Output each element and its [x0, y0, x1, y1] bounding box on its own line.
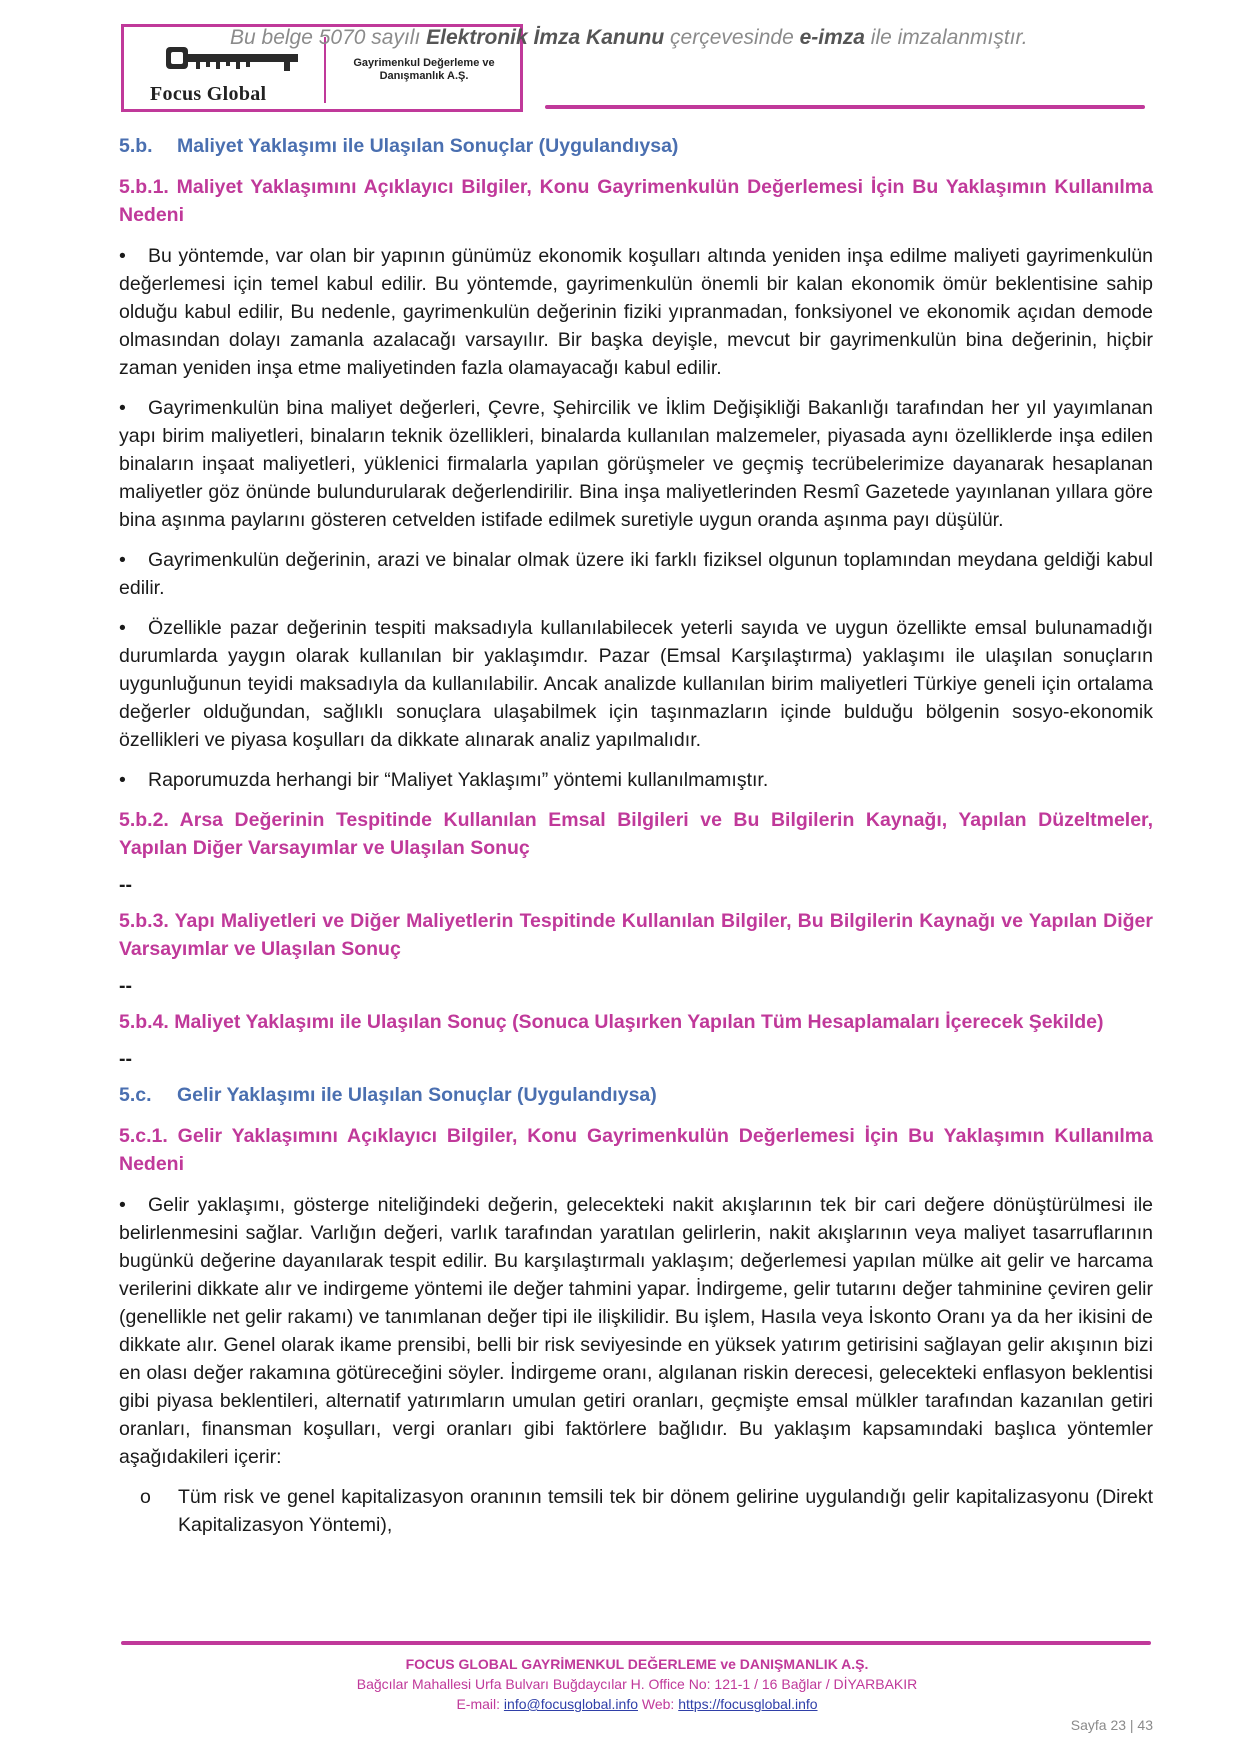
section-5b4-heading: 5.b.4. Maliyet Yaklaşımı ile Ulaşılan Sonuç (Sonuca Ulaşırken Yapılan Tüm Hesaplamaları İçerecek Şekilde)	[119, 1011, 1104, 1033]
section-5b2-body: --	[119, 874, 132, 896]
bullet-icon: •	[119, 1194, 126, 1216]
web-label: Web:	[641, 1696, 675, 1712]
footer-address: Bağcılar Mahallesi Urfa Bulvarı Buğdaycılar H. Office No: 121-1 / 16 Bağlar / DİYARBAKIR	[356, 1676, 918, 1692]
paragraph	[119, 242, 1153, 382]
paragraph	[119, 1191, 1153, 1471]
section-5b3-heading: 5.b.3. Yapı Maliyetleri ve Diğer Maliyetlerin Tespitinde Kullanılan Bilgiler, Bu Bilgilerin Kaynağı ve Yapılan Diğer Varsayımlar ve Ulaşılan Sonuç	[119, 910, 1153, 960]
esign-part1: Bu belge 5070 sayılı	[230, 26, 427, 49]
paragraph-text: Gayrimenkulün bina maliyet değerleri, Çevre, Şehircilik ve İklim Değişikliği Bakanlığı tarafından her yıl yayımlanan yapı birim maliyetleri, binaların teknik özellikleri, binalarda kullanılan malzemeler, piyasada aynı özelliklerde inşa edilen binaların inşaat maliyetleri, yüklenici firmalarla yapılan görüşmeler ve geçmiş tecrübelerimize dayanarak hesaplanan maliyetler göz önünde bulundurularak değerlendirilir. Bina inşa maliyetlerinden Resmî Gazetede yayınlanan yıllara göre bina aşınma paylarını gösteren cetvelden istifade edilmek suretiyle uygun oranda aşınma payı düşülür.	[119, 397, 1153, 531]
paragraph-text: Gayrimenkulün değerinin, arazi ve binalar olmak üzere iki farklı fiziksel olgunun toplamından meydana geldiği kabul edilir.	[119, 549, 1153, 599]
logo-subtitle: Gayrimenkul Değerleme ve Danışmanlık A.Ş.	[353, 57, 495, 82]
section-5c-number: 5.c.	[119, 1084, 152, 1106]
section-5c1-heading: 5.c.1. Gelir Yaklaşımını Açıklayıcı Bilgiler, Konu Gayrimenkulün Değerlemesi İçin Bu Yaklaşımın Kullanılma Nedeni	[119, 1125, 1153, 1175]
bullet-icon: •	[119, 549, 126, 571]
list-item-text: Tüm risk ve genel kapitalizasyon oranının temsili tek bir dönem gelirine uygulandığı gelir kapitalizasyonu (Direkt Kapitalizasyon Yöntemi),	[178, 1486, 1153, 1536]
header-rule	[545, 105, 1145, 109]
section-5b3-body: --	[119, 975, 132, 997]
bullet-icon: •	[119, 245, 126, 267]
section-5b-heading	[119, 132, 1153, 160]
bullet-icon: •	[119, 397, 126, 419]
bullet-icon: •	[119, 769, 126, 791]
paragraph	[119, 614, 1153, 754]
logo-mark	[136, 43, 326, 103]
paragraph-text: Raporumuzda herhangi bir “Maliyet Yaklaşımı” yöntemi kullanılmamıştır.	[148, 769, 769, 791]
footer	[120, 1654, 1154, 1714]
section-5b4-body: --	[119, 1048, 132, 1070]
bullet-icon: •	[119, 617, 126, 639]
section-5b2-heading: 5.b.2. Arsa Değerinin Tespitinde Kullanılan Emsal Bilgileri ve Bu Bilgilerin Kaynağı, Yapılan Düzeltmeler, Yapılan Diğer Varsayımlar ve Ulaşılan Sonuç	[119, 809, 1153, 859]
esign-law-name: Elektronik İmza Kanunu	[426, 26, 665, 49]
paragraph-text: Bu yöntemde, var olan bir yapının günümüz ekonomik koşulları altında yeniden inşa edilme maliyeti gayrimenkulün değerlemesi için temel kabul edilir. Bu yöntemde, gayrimenkulün önemli bir kalan ekonomik ömür beklentisine sahip olduğu kabul edilir, Bu nedenle, gayrimenkulün değerinin fiziki yıpranmadan, fonksiyonel ve ekonomik açıdan demode olmasından dolayı zamanla azalacağı varsayılır. Bir başka deyişle, mevcut bir gayrimenkulün bina değerinin, hiçbir zaman yeniden inşa etme maliyetinden fazla olamayacağı kabul edilir.	[119, 245, 1153, 379]
paragraph	[119, 766, 1153, 794]
section-5b1-heading: 5.b.1. Maliyet Yaklaşımını Açıklayıcı Bilgiler, Konu Gayrimenkulün Değerlemesi İçin Bu Yaklaşımın Kullanılma Nedeni	[119, 176, 1153, 226]
paragraph-text: Gelir yaklaşımı, gösterge niteliğindeki değerin, gelecekteki nakit akışlarının tek bir cari değere dönüştürülmesi ile belirlenmesini sağlar. Varlığın değeri, varlık tarafından yaratılan gelirlerin, nakit akışlarının veya maliyet tasarruflarının bugünkü değerine dayanılarak tespit edilir. Bu karşılaştırmalı yaklaşım; değerlemesi yapılan mülke ait gelir ve harcama verilerini dikkate alır ve indirgeme yöntemi ile değer tahmini yapar. İndirgeme, gelir tutarını değer tahminine çeviren gelir (genellikle net gelir rakamı) ve tanımlanan değer tipi ile ilişkilidir. Bu işlem, Hasıla veya İskonto Oranı ya da her ikisini de dikkate alır. Genel olarak ikame prensibi, belli bir risk seviyesinde en yüksek yatırım getirisini sağlayan gelir akışının bizi en olası değer rakamına götüreceğini söyler. İndirgeme oranı, algılanan riskin derecesi, gelecekteki enflasyon beklentisi gibi piyasa beklentileri, alternatif yatırımların umulan getiri oranları, geçmişte emsal mülkler tarafından kazanılan getiri oranları, finansman koşulları, vergi oranları gibi faktörlere bağlıdır. Bu yaklaşım kapsamındaki başlıca yöntemler aşağıdakileri içerir:	[119, 1194, 1153, 1468]
footer-rule	[121, 1641, 1151, 1645]
footer-contact	[120, 1694, 1154, 1714]
esign-part5: ile imzalanmıştır.	[864, 26, 1028, 49]
circle-bullet-icon: o	[140, 1486, 151, 1508]
email-label: E-mail:	[456, 1696, 501, 1712]
web-link[interactable]: https://focusglobal.info	[678, 1696, 818, 1712]
main-content	[119, 132, 1153, 1549]
email-link[interactable]: info@focusglobal.info	[503, 1696, 638, 1712]
section-5b-title: Maliyet Yaklaşımı ile Ulaşılan Sonuçlar (Uygulandıysa)	[177, 135, 679, 157]
page-number: Sayfa 23 | 43	[1070, 1717, 1153, 1733]
footer-company: FOCUS GLOBAL GAYRİMENKUL DEĞERLEME ve DANIŞMANLIK A.Ş.	[405, 1656, 869, 1672]
section-5b-number: 5.b.	[119, 135, 153, 157]
section-5c-heading	[119, 1081, 1153, 1109]
paragraph	[119, 394, 1153, 534]
paragraph	[119, 546, 1153, 602]
esign-part3: çerçevesinde	[664, 26, 800, 49]
paragraph-text: Özellikle pazar değerinin tespiti maksadıyla kullanılabilecek yeterli sayıda ve uygun özellikte emsal bulunamadığı durumlarda yaygın olarak kullanılan bir yaklaşımdır. Pazar (Emsal Karşılaştırma) yaklaşımı ile ulaşılan sonuçların uygunluğunun teyidi maksadıyla da kullanılabilir. Ancak analizde kullanılan birim maliyetleri Türkiye geneli için ortalama değerler olduğundan, sağlıklı sonuçlara ulaşabilmek için taşınmazların içinde bulduğu bölgenin sosyo-ekonomik özellikleri ve piyasa koşulları da dikkate alınarak analiz yapılmalıdır.	[119, 617, 1153, 751]
section-5c-title: Gelir Yaklaşımı ile Ulaşılan Sonuçlar (Uygulandıysa)	[177, 1084, 657, 1106]
list-item	[119, 1483, 1153, 1539]
e-signature-notice	[230, 26, 1050, 50]
logo-name: Focus Global	[150, 83, 267, 105]
esign-eimza: e-imza	[799, 26, 865, 49]
